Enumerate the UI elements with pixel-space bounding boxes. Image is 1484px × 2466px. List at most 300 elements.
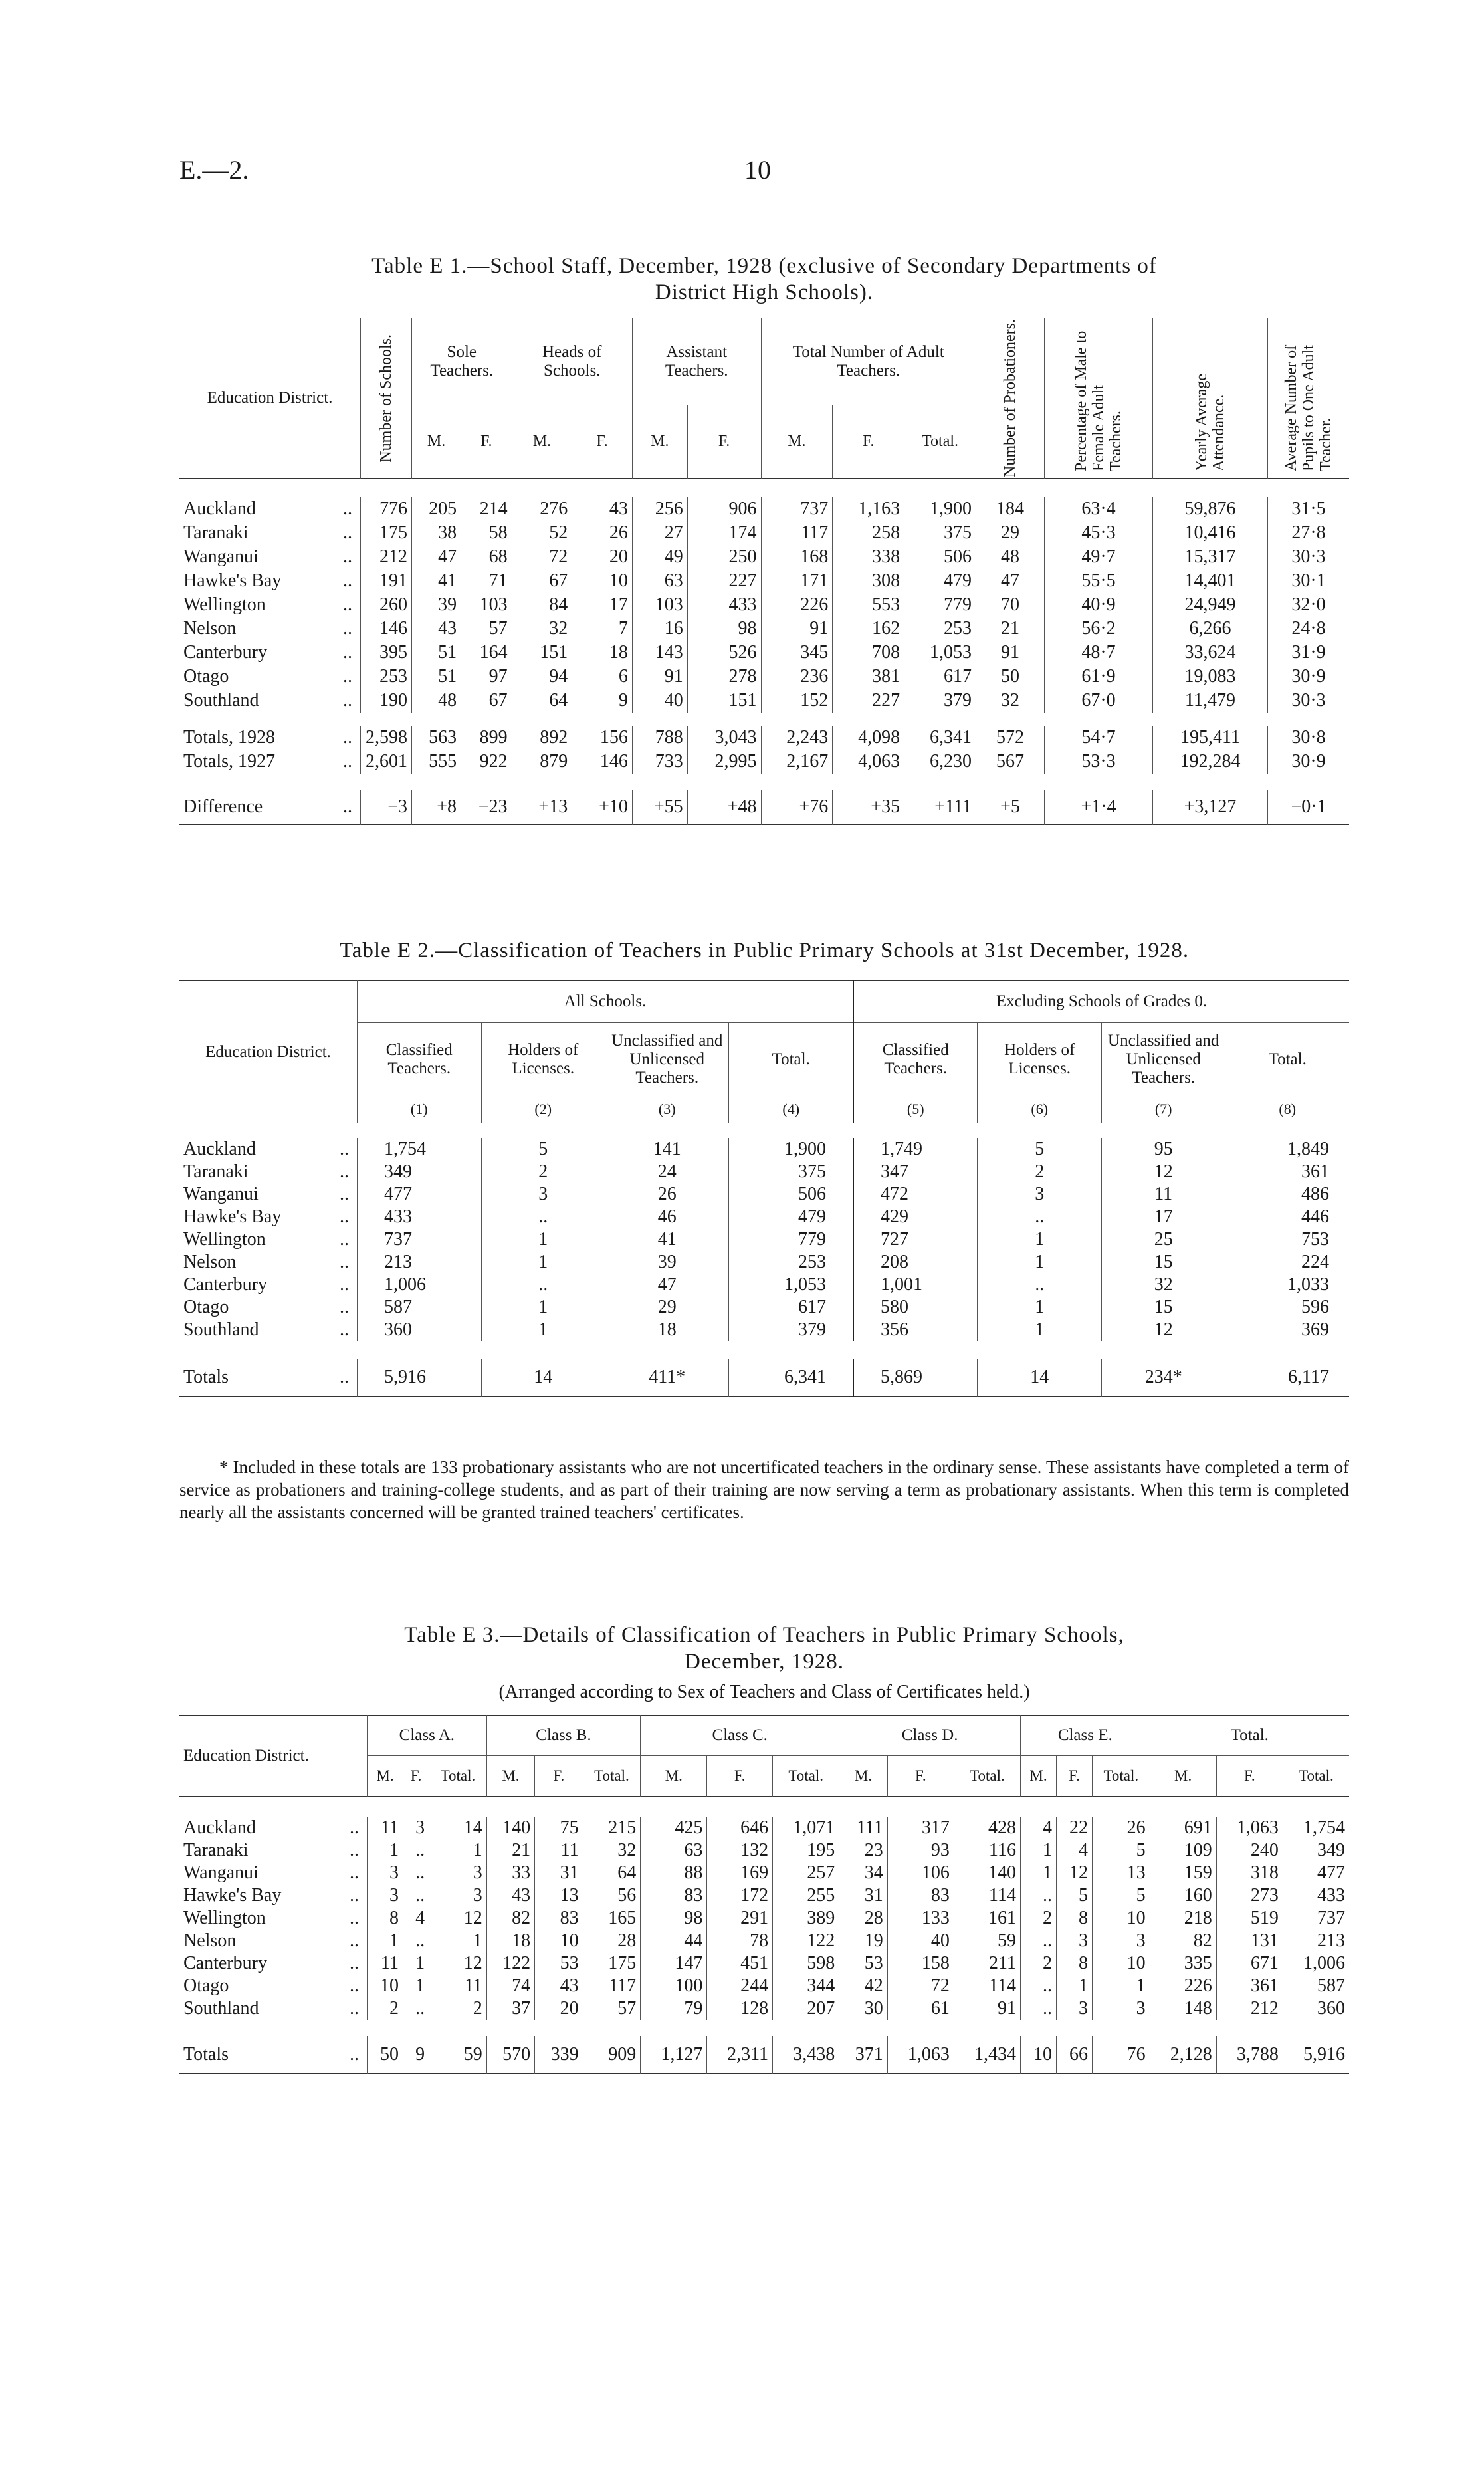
table-cell: 2	[368, 1997, 403, 2020]
table-cell: 171	[761, 569, 833, 593]
t2-body	[179, 1123, 1349, 1397]
table-cell: 1	[481, 1296, 605, 1319]
table-cell: 64	[583, 1862, 641, 1884]
leader-dots: ..	[343, 751, 352, 772]
table-cell: 226	[1150, 1975, 1216, 1997]
table-cell: 169	[707, 1862, 773, 1884]
table-cell: 256	[632, 497, 687, 521]
table-cell: 1	[403, 1952, 429, 1975]
table-cell: 733	[632, 750, 687, 774]
t1-header-schools-cell	[361, 318, 412, 479]
table-cell: ..	[481, 1206, 605, 1228]
table-cell: 16	[632, 617, 687, 641]
table-cell: ..	[1021, 1930, 1057, 1952]
table-cell: 61	[887, 1997, 954, 2020]
table-cell: 32	[583, 1839, 641, 1862]
row-label	[179, 545, 361, 569]
table-row	[179, 689, 1349, 713]
table-cell: 53	[535, 1952, 583, 1975]
table-cell: 184	[976, 497, 1045, 521]
t2-colhead: Classified Teachers.	[358, 1023, 481, 1097]
table-cell: 156	[572, 726, 633, 750]
table-cell: 43	[486, 1884, 534, 1907]
table-cell: 598	[773, 1952, 839, 1975]
district-name: Auckland	[183, 1817, 256, 1838]
t3-sub-header: F.	[707, 1756, 773, 1797]
table-cell: 6	[572, 665, 633, 689]
table-cell: 446	[1301, 1206, 1329, 1227]
table-cell: 257	[773, 1862, 839, 1884]
table-cell: +8	[412, 790, 461, 824]
leader-dots: ..	[343, 727, 352, 748]
row-label	[179, 641, 361, 665]
table-cell: 3	[978, 1183, 1101, 1206]
table-row	[179, 1183, 1349, 1206]
district-name: Wellington	[183, 594, 266, 615]
table-cell: 708	[833, 641, 904, 665]
table-cell: 41	[605, 1228, 728, 1251]
row-label	[179, 1251, 358, 1274]
table-cell: 218	[1150, 1907, 1216, 1930]
table-cell: 260	[361, 593, 412, 617]
table-cell: 472	[853, 1183, 978, 1206]
t1-header-district: Education District.	[179, 318, 361, 479]
table-cell: ..	[403, 1862, 429, 1884]
t3-sub-header: Total.	[1093, 1756, 1150, 1797]
table-cell: 165	[583, 1907, 641, 1930]
table-cell: 1,163	[833, 497, 904, 521]
table-cell: 41	[412, 569, 461, 593]
spacer-row	[179, 774, 1349, 790]
t2-colhead: Unclassified and Unlicensed Teachers.	[605, 1023, 728, 1097]
table2	[179, 980, 1349, 1397]
table-cell: 9	[403, 2036, 429, 2073]
leader-dots: ..	[343, 499, 352, 519]
table-row	[179, 1161, 1349, 1183]
table-cell: 1	[1021, 1839, 1057, 1862]
table-cell: 13	[1093, 1862, 1150, 1884]
table-cell: 1	[1093, 1975, 1150, 1997]
table-cell: 31·9	[1291, 642, 1326, 663]
table-cell: 24,949	[1153, 593, 1268, 617]
table-cell: 212	[1216, 1997, 1283, 2020]
table-cell: 553	[833, 593, 904, 617]
table-cell: 6,266	[1153, 617, 1268, 641]
leader-dots: ..	[340, 1229, 350, 1250]
table-cell: 244	[707, 1975, 773, 1997]
table-row	[179, 569, 1349, 593]
district-name: Otago	[183, 1297, 229, 1317]
table-cell: 98	[687, 617, 761, 641]
table-cell: 27	[632, 521, 687, 545]
table-cell: 39	[605, 1251, 728, 1274]
row-label	[179, 593, 361, 617]
table-cell: 50	[976, 665, 1045, 689]
table-row	[179, 1251, 1349, 1274]
table-cell: 922	[461, 750, 512, 774]
t3-sub-header: M.	[839, 1756, 887, 1797]
leader-dots: ..	[350, 1840, 359, 1860]
table3-subtitle: (Arranged according to Sex of Teachers and Class of Certificates held.)	[498, 1682, 1030, 1702]
table-cell: 361	[1216, 1975, 1283, 1997]
table-cell: 192,284	[1153, 750, 1268, 774]
row-label	[179, 790, 361, 824]
table-cell: 506	[729, 1183, 853, 1206]
t3-sub-header: F.	[403, 1756, 429, 1797]
t1-header-percentage-cell	[1045, 318, 1153, 479]
table-cell: 227	[687, 569, 761, 593]
district-name: Nelson	[183, 1252, 237, 1272]
table-cell: 30·3	[1291, 690, 1326, 711]
table-cell: 106	[887, 1862, 954, 1884]
table-cell: 737	[358, 1228, 481, 1251]
table-cell: 563	[412, 726, 461, 750]
table-cell: 1,754	[1303, 1817, 1345, 1838]
table2-footnote: * Included in these totals are 133 probationary assistants who are not uncertificated teachers in the ordinary sense. These assistants have completed a term of service as probationers and training-college students, and as part of their training are now serving a term as probationary assistants. When this term is completed nearly all the assistants concerned will be granted trained teachers' certificates.	[179, 1457, 1349, 1522]
row-label	[179, 1930, 368, 1952]
table-cell: 64	[512, 689, 572, 713]
table-row	[179, 1930, 1349, 1952]
table-cell: 51	[412, 665, 461, 689]
table-cell: 18	[486, 1930, 534, 1952]
table-cell: 253	[729, 1251, 853, 1274]
table-cell: 95	[1101, 1138, 1225, 1161]
table-cell: 12	[429, 1907, 487, 1930]
table-cell: 162	[833, 617, 904, 641]
table-cell: −3	[361, 790, 412, 824]
leader-dots: ..	[350, 1975, 359, 1996]
t3-sub-header: F.	[535, 1756, 583, 1797]
table-cell: 2,598	[361, 726, 412, 750]
table-cell: 175	[361, 521, 412, 545]
table-cell: 1,006	[1303, 1953, 1345, 1973]
leader-dots: ..	[350, 1885, 359, 1906]
spacer-row	[179, 1341, 1349, 1359]
table-cell: 5	[978, 1138, 1101, 1161]
table-cell: 40·9	[1045, 593, 1153, 617]
table-cell: 3,788	[1216, 2036, 1283, 2073]
table-cell: 5	[1093, 1884, 1150, 1907]
table-cell: 40	[887, 1930, 954, 1952]
table-cell: 27·8	[1291, 522, 1326, 543]
table-cell: 164	[461, 641, 512, 665]
table-cell: 3	[403, 1817, 429, 1839]
table-cell: 776	[361, 497, 412, 521]
leader-dots: ..	[343, 690, 352, 711]
table-cell: 195	[773, 1839, 839, 1862]
table-cell: 213	[1317, 1930, 1345, 1951]
district-name: Taranaki	[183, 1840, 249, 1860]
table-row	[179, 665, 1349, 689]
district-name: Hawke's Bay	[183, 1206, 282, 1227]
district-name: Otago	[183, 666, 229, 687]
t1-header-assistant: Assistant Teachers.	[632, 318, 761, 405]
table-row	[179, 617, 1349, 641]
table-cell: 1	[403, 1975, 429, 1997]
t3-header-district: Education District.	[179, 1716, 368, 1797]
row-label	[179, 1183, 358, 1206]
t2-header-district: Education District.	[179, 981, 358, 1123]
table1-title-line1: Table E 1.—School Staff, December, 1928 (exclusive of Secondary Departments of	[371, 254, 1157, 278]
table-cell: 45·3	[1045, 521, 1153, 545]
table-cell: 12	[1101, 1319, 1225, 1341]
t1-header-heads: Heads of Schools.	[512, 318, 632, 405]
table-cell: 360	[1317, 1998, 1345, 2019]
t2-colnum: (5)	[853, 1096, 978, 1123]
table-cell: 161	[954, 1907, 1020, 1930]
t3-sub-header: F.	[1216, 1756, 1283, 1797]
t2-colhead: Holders of Licenses.	[978, 1023, 1101, 1097]
table-cell: 140	[486, 1817, 534, 1839]
table-cell: 3	[429, 1862, 487, 1884]
district-name: Canterbury	[183, 1953, 267, 1973]
table-cell: 479	[904, 569, 976, 593]
table-cell: 587	[1317, 1975, 1345, 1996]
table-cell: 506	[904, 545, 976, 569]
table-cell: 5,869	[853, 1359, 978, 1396]
table-cell: 1,900	[904, 497, 976, 521]
t1-header-percentage: Percentage of Male to Female Adult Teachers.	[1073, 330, 1124, 471]
row-label	[179, 617, 361, 641]
table-cell: 98	[641, 1907, 707, 1930]
table1-container	[179, 318, 1349, 825]
table-cell: 191	[361, 569, 412, 593]
table-cell: 103	[632, 593, 687, 617]
table-cell: 25	[1101, 1228, 1225, 1251]
table-cell: 1	[978, 1251, 1101, 1274]
t2-group-excl: Excluding Schools of Grades 0.	[853, 981, 1349, 1023]
leader-dots: ..	[343, 642, 352, 663]
table-cell: −0·1	[1291, 796, 1326, 817]
table-cell: +10	[572, 790, 633, 824]
t2-colnum: (4)	[729, 1096, 853, 1123]
t3-sub-header: Total.	[773, 1756, 839, 1797]
leader-dots: ..	[350, 1862, 359, 1883]
table-cell: 114	[954, 1975, 1020, 1997]
table-cell: 190	[361, 689, 412, 713]
row-label	[179, 1206, 358, 1228]
district-name: Taranaki	[183, 1161, 249, 1182]
leader-dots: ..	[340, 1274, 350, 1295]
row-label	[179, 1161, 358, 1183]
table-cell: 308	[833, 569, 904, 593]
table-cell: 13	[535, 1884, 583, 1907]
table-row	[179, 750, 1349, 774]
t2-group-all: All Schools.	[358, 981, 853, 1023]
table-cell: 59	[954, 1930, 1020, 1952]
table-cell: 26	[1093, 1817, 1150, 1839]
leader-dots: ..	[343, 546, 352, 567]
row-label	[179, 750, 361, 774]
district-name: Canterbury	[183, 1274, 267, 1295]
table-cell: 8	[1057, 1907, 1093, 1930]
table-cell: 91	[976, 641, 1045, 665]
table-cell: 9	[572, 689, 633, 713]
table-row	[179, 2036, 1349, 2073]
table-cell: 66	[1057, 2036, 1093, 2073]
page-number: 10	[744, 155, 771, 185]
table-row	[179, 1997, 1349, 2020]
table-cell: 6,341	[729, 1359, 853, 1396]
table-cell: 433	[687, 593, 761, 617]
table-cell: 570	[486, 2036, 534, 2073]
table-cell: 53·3	[1045, 750, 1153, 774]
row-label	[179, 1952, 368, 1975]
table-cell: 48	[412, 689, 461, 713]
table-cell: 11	[535, 1839, 583, 1862]
table-cell: 37	[486, 1997, 534, 2020]
row-label	[179, 1839, 368, 1862]
table-cell: 317	[887, 1817, 954, 1839]
table-cell: 10	[368, 1975, 403, 1997]
table-cell: 14,401	[1153, 569, 1268, 593]
leader-dots: ..	[340, 1184, 350, 1204]
table-cell: 8	[1057, 1952, 1093, 1975]
table-cell: 53	[839, 1952, 887, 1975]
table-cell: 122	[486, 1952, 534, 1975]
table-cell: 207	[773, 1997, 839, 2020]
spacer-cell	[179, 1123, 1349, 1139]
table-cell: 47	[412, 545, 461, 569]
table-cell: 10	[1093, 1907, 1150, 1930]
table-cell: 240	[1216, 1839, 1283, 1862]
table-cell: 1	[368, 1839, 403, 1862]
table-cell: 2,311	[707, 2036, 773, 2073]
table-cell: 31	[535, 1862, 583, 1884]
table-cell: 879	[512, 750, 572, 774]
district-name: Canterbury	[183, 642, 267, 663]
table-cell: ..	[1021, 1884, 1057, 1907]
row-label	[179, 665, 361, 689]
table3	[179, 1715, 1349, 2074]
table-cell: 33	[486, 1862, 534, 1884]
t3-sub-header: Total.	[429, 1756, 487, 1797]
table-cell: 33,624	[1153, 641, 1268, 665]
table-cell: 21	[976, 617, 1045, 641]
table-cell: 1,033	[1287, 1274, 1329, 1295]
table-cell: 906	[687, 497, 761, 521]
table-cell: 572	[976, 726, 1045, 750]
table-cell: 214	[461, 497, 512, 521]
district-name: Nelson	[183, 618, 237, 639]
table-cell: 395	[361, 641, 412, 665]
table-cell: 1	[1057, 1975, 1093, 1997]
table-cell: 43	[572, 497, 633, 521]
table-cell: ..	[978, 1206, 1101, 1228]
table-cell: 58	[461, 521, 512, 545]
row-label	[179, 1359, 358, 1396]
table-cell: 375	[729, 1161, 853, 1183]
table-cell: 122	[773, 1930, 839, 1952]
row-label	[179, 1296, 358, 1319]
table-cell: 788	[632, 726, 687, 750]
table-cell: 49	[632, 545, 687, 569]
table-cell: +111	[904, 790, 976, 824]
table-cell: 18	[605, 1319, 728, 1341]
spacer-row	[179, 1123, 1349, 1139]
table-row	[179, 521, 1349, 545]
district-name: Auckland	[183, 499, 256, 519]
table-cell: 14	[481, 1359, 605, 1396]
table-cell: 2,995	[687, 750, 761, 774]
table-cell: 34	[839, 1862, 887, 1884]
table-cell: 779	[729, 1228, 853, 1251]
district-name: Auckland	[183, 1139, 256, 1159]
table-cell: 379	[729, 1319, 853, 1341]
table-cell: 30·3	[1291, 546, 1326, 567]
t2-colhead: Holders of Licenses.	[481, 1023, 605, 1097]
table-cell: 253	[361, 665, 412, 689]
table-cell: 2	[978, 1161, 1101, 1183]
table-cell: 1,434	[954, 2036, 1020, 2073]
table-cell: 61·9	[1045, 665, 1153, 689]
table-cell: 205	[412, 497, 461, 521]
table-cell: 224	[1301, 1252, 1329, 1272]
district-name: Hawke's Bay	[183, 1885, 282, 1906]
spacer-row	[179, 1797, 1349, 1817]
table-cell: 1	[481, 1228, 605, 1251]
table-cell: 3,043	[687, 726, 761, 750]
leader-dots: ..	[350, 1998, 359, 2019]
table-cell: 32	[1101, 1274, 1225, 1296]
table-cell: 411*	[605, 1359, 728, 1396]
table-cell: 5,916	[1303, 2043, 1345, 2065]
table-cell: 5	[1093, 1839, 1150, 1862]
table-cell: 47	[605, 1274, 728, 1296]
table-cell: 4	[1057, 1839, 1093, 1862]
table-cell: 1,071	[773, 1817, 839, 1839]
table-cell: 140	[954, 1862, 1020, 1884]
table-cell: 117	[761, 521, 833, 545]
table-cell: 737	[761, 497, 833, 521]
table-cell: 75	[535, 1817, 583, 1839]
table-cell: 2	[429, 1997, 487, 2020]
table-cell: 15	[1101, 1296, 1225, 1319]
leader-dots: ..	[340, 1161, 350, 1182]
table-cell: 1,749	[853, 1138, 978, 1161]
table-cell: 258	[833, 521, 904, 545]
table-cell: 381	[833, 665, 904, 689]
table-cell: 479	[729, 1206, 853, 1228]
t2-colnum: (7)	[1101, 1096, 1225, 1123]
t3-group-header: Class E.	[1021, 1716, 1150, 1756]
t1-header-attendance-cell	[1153, 318, 1268, 479]
table-cell: 691	[1150, 1817, 1216, 1839]
leader-dots: ..	[350, 1953, 359, 1973]
table-cell: 30·1	[1291, 570, 1326, 591]
table-cell: 356	[853, 1319, 978, 1341]
district-name: Southland	[183, 1998, 259, 2019]
spacer-cell	[179, 1341, 1349, 1359]
t3-sub-header: F.	[1057, 1756, 1093, 1797]
table3-title-line2: December, 1928.	[684, 1650, 844, 1674]
table-cell: 2	[1021, 1952, 1057, 1975]
table-cell: 1	[481, 1251, 605, 1274]
table-cell: 19,083	[1153, 665, 1268, 689]
table-cell: 6,117	[1288, 1366, 1329, 1387]
leader-dots: ..	[350, 1908, 359, 1928]
table-cell: 1,063	[887, 2036, 954, 2073]
t3-group-row	[179, 1716, 1349, 1756]
table-cell: 172	[707, 1884, 773, 1907]
table-cell: 526	[687, 641, 761, 665]
table-cell: 212	[361, 545, 412, 569]
table1	[179, 318, 1349, 825]
table-cell: 32	[976, 689, 1045, 713]
table-cell: 8	[368, 1907, 403, 1930]
table-cell: 83	[887, 1884, 954, 1907]
t1-sole-m: M.	[412, 405, 461, 479]
